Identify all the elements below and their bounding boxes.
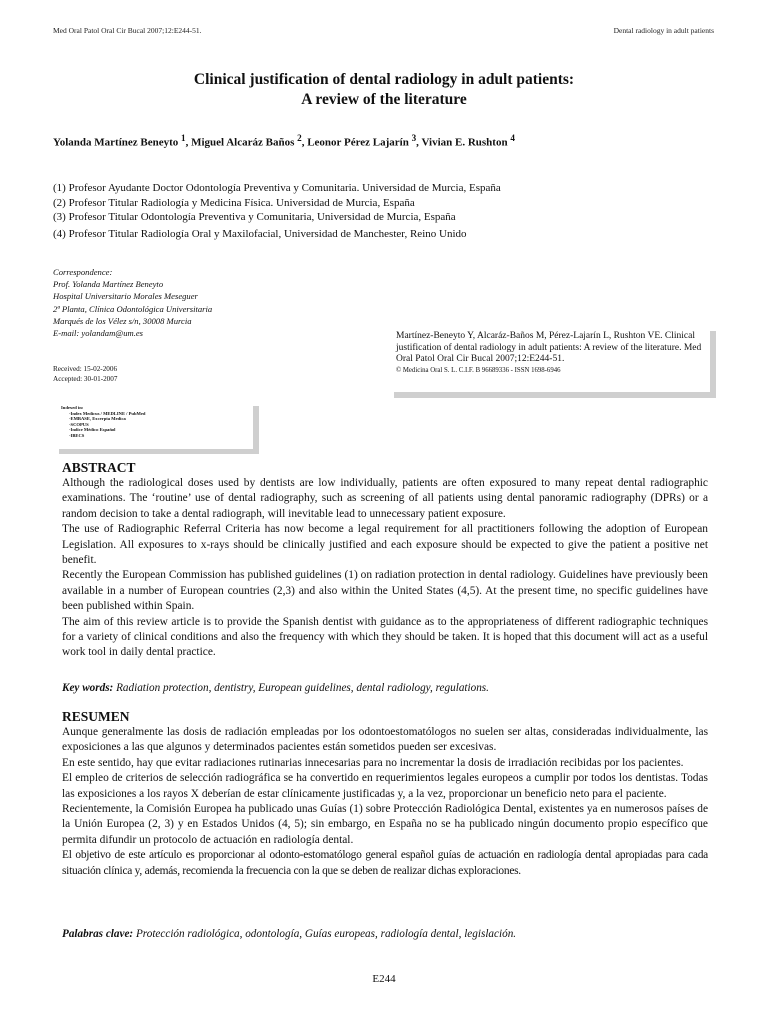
accepted-date: Accepted: 30-01-2007 (53, 375, 118, 383)
affiliation-item: (1) Profesor Ayudante Doctor Odontología Preventiva y Comunitaria. Universidad de Murcia, España (53, 182, 501, 194)
index-item: -SCOPUS (69, 421, 89, 427)
author-affil-marker: 2 (297, 133, 302, 143)
index-item: -EMBASE, Excerpta Medica (69, 416, 126, 422)
resumen-paragraph: En este sentido, hay que evitar radiaciones rutinarias innecesarias para no incrementar la dosis de irradiación recibidas por los pacientes. (62, 756, 684, 769)
author-affil-marker: 4 (510, 133, 515, 143)
resumen-keywords (62, 928, 708, 940)
resumen-heading: RESUMEN (62, 709, 130, 724)
keywords-text: Protección radiológica, odontología, Guías europeas, radiología dental, legislación. (135, 928, 517, 940)
abstract-paragraph: The use of Radiographic Referral Criteria has now become a legal requirement for all practitioners following the adoption of European Legislation. All exposures to x-rays should be clinically justified and each exposure should be expected to give the patient a positive net benefit. (62, 523, 708, 567)
dates-block (53, 364, 117, 384)
keywords-label: Palabras clave: (62, 928, 134, 940)
citation-copyright: © Medicina Oral S. L. C.I.F. B 96689336 - ISSN 1698-6946 (396, 366, 561, 374)
title-line-2: A review of the literature (301, 91, 467, 108)
correspondence-email: E-mail: yolandam@um.es (53, 328, 144, 339)
affiliations (53, 181, 501, 241)
citation-box (388, 325, 710, 392)
author-name: Vivian E. Rushton (421, 136, 508, 149)
citation-text: Martínez-Beneyto Y, Alcaráz-Baños M, Pérez-Lajarín L, Rushton VE. Clinical justification of dental radiology in adult patients: A review of the literature. Med Oral Patol Oral Cir Bucal 2007;12:E244-51. (396, 331, 702, 365)
resumen-body (62, 725, 708, 879)
resumen-paragraph: El objetivo de este artículo es proporcionar al odonto-estomatólogo general español guías de actuación en radiología dental apropiadas para cada situación clínica y, además, recomienda la frecuencia con la que se deben de realizar dichas exploraciones. (62, 849, 708, 877)
keywords-label: Key words: (62, 682, 114, 694)
abstract-paragraph: Although the radiological doses used by dentists are low individually, patients are often exposured to many repeat dental radiographic examinations. The ‘routine’ use of dental radiography, such as screening of all patients using dental panoramic radiography (DPRs) or a random decision to take a dental radiograph, will inevitable lead to unnecessary patient exposure. (62, 477, 708, 520)
correspondence-label: Correspondence: (53, 267, 113, 277)
correspondence-line: Prof. Yolanda Martínez Beneyto (53, 279, 164, 290)
author-name: Miguel Alcaráz Baños (191, 136, 295, 149)
indexed-in-box (53, 401, 253, 449)
running-header-left: Med Oral Patol Oral Cir Bucal 2007;12:E244-51. (53, 26, 202, 35)
page-number: E244 (372, 973, 396, 985)
article-title (0, 70, 768, 110)
resumen-paragraph: Recientemente, la Comisión Europea ha publicado unas Guías (1) sobre Protección Radiológica Dental, existentes ya en numerosos países de la Unión Europea (2, 3) y en Estados Unidos (4, 5); sin embargo, en España no se ha publicado ningún documento propio específico que permita difundir un protocolo de actuación en radiología dental. (62, 803, 708, 846)
author-name: Yolanda Martínez Beneyto (53, 136, 179, 149)
correspondence-block (53, 266, 212, 339)
author-affil-marker: 1 (181, 133, 186, 143)
indexed-in-list (61, 411, 245, 439)
abstract-heading: ABSTRACT (62, 460, 136, 475)
resumen-paragraph: Aunque generalmente las dosis de radiación empleadas por los odontoestomatólogos no suelen ser altas, consideradas individualmente, las exposiciones a las que algunos y determinados pacientes están sometidos pueden ser excesivas. (62, 726, 708, 754)
author-name: Leonor Pérez Lajarín (307, 136, 409, 149)
received-date: Received: 15-02-2006 (53, 365, 118, 373)
keywords-text: Radiation protection, dentistry, European guidelines, dental radiology, regulations. (116, 682, 489, 694)
index-item: -Index Medicus / MEDLINE / PubMed (69, 410, 146, 416)
affiliation-item: (2) Profesor Titular Radiología y Medicina Física. Universidad de Murcia, España (53, 196, 415, 209)
abstract-keywords (62, 682, 708, 694)
indexed-in-label: Indexed in: (61, 405, 84, 410)
abstract-body (62, 476, 708, 661)
resumen-paragraph: El empleo de criterios de selección radiográfica se ha convertido en requerimientos legales europeos a cumplir por todos los dentistas. Todas las exposiciones a los rayos X deberían de estar clínicamente justificadas y, a la vez, proporcionar un beneficio neto para el paciente. (62, 772, 708, 800)
author-list: Yolanda Martínez Beneyto $^1$, Miguel Alcaráz Baños $^2$, Leonor Pérez Lajarín $^3$, Vivian E. Rushton $^4$ (53, 133, 515, 149)
correspondence-line: Hospital Universitario Morales Meseguer (53, 291, 198, 302)
correspondence-line: Marqués de los Vélez s/n, 30008 Murcia (53, 315, 192, 326)
abstract-paragraph: The aim of this review article is to provide the Spanish dentist with guidance as to the appropriateness of different radiographic techniques for a variety of clinical conditions and also the frequency with which they should be taken. It is hoped that this document will act as a useful work tool in daily dental practice. (62, 615, 708, 659)
affiliation-item: (4) Profesor Titular Radiología Oral y Maxilofacial, Universidad de Manchester, Reino Unido (53, 227, 467, 240)
title-line-1: Clinical justification of dental radiology in adult patients: (193, 71, 575, 88)
index-item: -Indice Médico Español (69, 427, 116, 433)
running-header-right: Dental radiology in adult patients (613, 26, 714, 35)
index-item: -IBECS (69, 432, 85, 438)
correspondence-line: 2ª Planta, Clínica Odontológica Universitaria (53, 303, 213, 314)
abstract-paragraph: Recently the European Commission has published guidelines (1) on radiation protection in dental radiology. Guidelines have previously been available in a number of European countries (2,3) and also within the United States (4,5). At the present time, no specific guidelines have been published within Spain. (62, 569, 708, 613)
author-affil-marker: 3 (411, 133, 417, 143)
affiliation-item: (3) Profesor Titular Odontología Preventiva y Comunitaria, Universidad de Murcia, España (53, 211, 456, 223)
